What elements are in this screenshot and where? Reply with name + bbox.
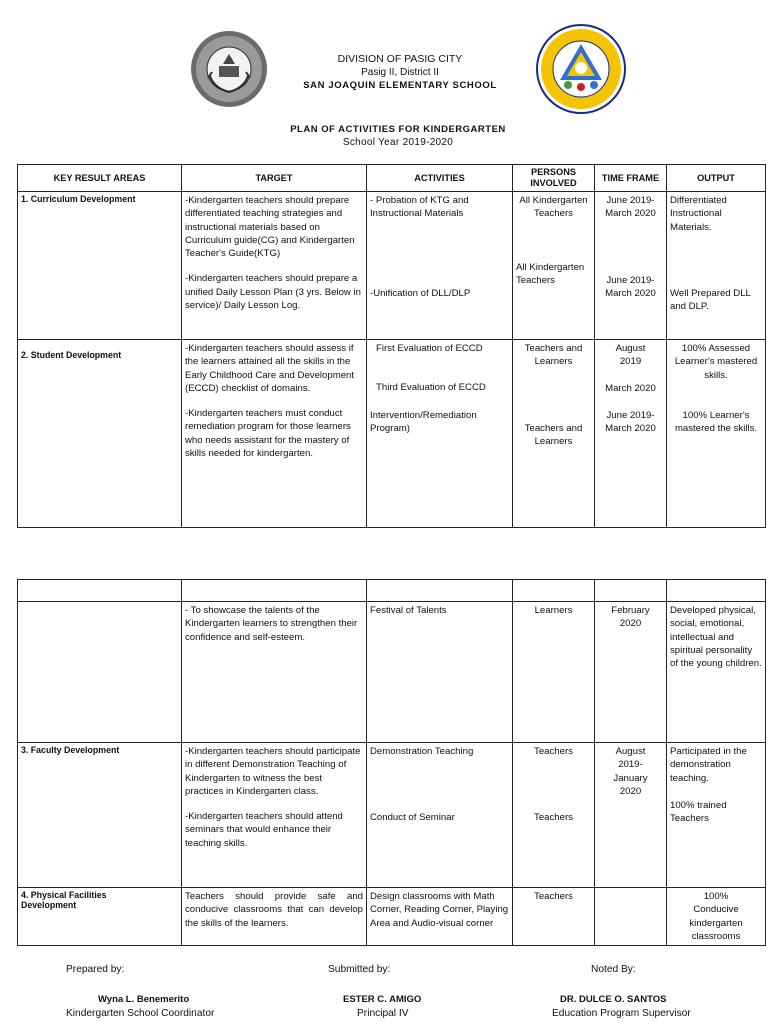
time-cell <box>595 602 667 743</box>
persons-cell <box>513 602 595 743</box>
target-text: -Kindergarten teachers should participate in different Demonstration Teaching of Kindergarten to witness the best practices in Kindergarten class. <box>185 746 361 797</box>
target-cell <box>182 340 367 528</box>
kra-cell <box>18 743 182 888</box>
output-cell <box>667 602 766 743</box>
output-text: 100% Conducive kindergarten classrooms <box>689 891 743 942</box>
kra-cell <box>18 888 182 946</box>
district-heading: Pasig II, District II <box>361 67 439 78</box>
activity-text: Design classrooms with Math Corner, Reading Corner, Playing Area and Audio-visual corner <box>370 891 509 929</box>
output-text: 100% trained Teachers <box>670 799 727 825</box>
table-row <box>18 888 766 946</box>
table-row <box>18 192 766 340</box>
activity-cell <box>367 340 513 528</box>
persons-cell <box>513 888 595 946</box>
table-row <box>18 743 766 888</box>
activity-cell <box>367 888 513 946</box>
activity-text: Intervention/Remediation Program) <box>370 409 477 434</box>
time-text: June 2019- March 2020 <box>605 409 656 435</box>
persons-text: All Kindergarten Teachers <box>519 195 588 220</box>
column-header: OUTPUT <box>667 165 766 192</box>
target-text: -Kindergarten teachers should assess if the learners attained all the skills in the Early Childhood Care and Development (ECCD) checklist of domains. <box>185 343 355 394</box>
persons-text: All Kindergarten Teachers <box>516 261 585 286</box>
target-text: -Kindergarten teachers should attend seminars that would enhance their teaching skills. <box>185 811 343 849</box>
output-text: 100% Learner's mastered the skills. <box>674 409 758 435</box>
kra-label: 4. Physical Facilities Development <box>21 890 107 910</box>
target-cell <box>182 888 367 946</box>
time-cell <box>595 888 667 946</box>
time-text: June 2019- March 2020 <box>605 195 656 220</box>
target-text: -Kindergarten teachers should prepare a unified Daily Lesson Plan (3 yrs. Below in service)/ Daily Lesson Log. <box>185 273 361 312</box>
table-row <box>18 340 766 528</box>
noted-by-title: Education Program Supervisor <box>552 1008 691 1019</box>
persons-text: Teachers <box>534 891 573 902</box>
time-text: March 2020 <box>605 382 656 394</box>
target-text: - To showcase the talents of the Kindergarten learners to strengthen their confidence and self-esteem. <box>185 605 358 643</box>
column-header: KEY RESULT AREAS <box>18 165 182 192</box>
activity-text: Festival of Talents <box>370 605 447 616</box>
prepared-by-label: Prepared by: <box>66 964 125 975</box>
target-text: -Kindergarten teachers should prepare differentiated teaching strategies and instructional materials based on Curriculum guide(CG) and Kindergarten Teacher's Guide(KTG) <box>185 195 355 260</box>
kra-label: 1. Curriculum Development <box>21 194 136 204</box>
output-text: Developed physical, social, emotional, intellectual and spiritual personality of the young children. <box>670 605 762 670</box>
activity-cell <box>367 602 513 743</box>
kra-label: 2. Student Development <box>21 350 122 360</box>
persons-text: Learners <box>534 605 573 616</box>
output-cell <box>667 340 766 528</box>
time-cell <box>595 340 667 528</box>
activity-cell <box>367 743 513 888</box>
activity-text: - Probation of KTG and Instructional Materials <box>370 195 469 220</box>
submitted-by-label: Submitted by: <box>328 964 391 975</box>
plan-table-1 <box>17 164 766 528</box>
kra-cell <box>18 340 182 528</box>
time-text: August 2019- January 2020 <box>613 746 648 797</box>
persons-cell <box>513 192 595 340</box>
plan-table-2 <box>17 579 766 946</box>
kra-cell <box>18 602 182 743</box>
column-header: TARGET <box>182 165 367 192</box>
activity-text: -Unification of DLL/DLP <box>370 287 471 299</box>
column-header: PERSONS INVOLVED <box>513 165 595 192</box>
output-text: Participated in the demonstration teaching. <box>670 746 747 784</box>
activity-text: First Evaluation of ECCD <box>376 343 483 354</box>
school-seal-logo <box>190 30 268 108</box>
noted-by-label: Noted By: <box>591 964 636 975</box>
persons-text: Teachers and Learners <box>524 422 583 447</box>
noted-by-name: DR. DULCE O. SANTOS <box>560 994 667 1005</box>
output-text: 100% Assessed Learner's mastered skills. <box>674 343 758 381</box>
output-text: Well Prepared DLL and DLP. <box>670 287 751 313</box>
target-text: Teachers should provide safe and conducive classrooms that can develop the skills of the learners. <box>185 891 363 929</box>
output-text: Differentiated Instructional Materials. <box>670 195 727 233</box>
prepared-by-name: Wyna L. Benemerito <box>98 994 190 1005</box>
target-text: -Kindergarten teachers must conduct remediation program for those learners who needs assistant for the mastery of skills needed for kindergarten. <box>185 408 351 460</box>
division-heading: DIVISION OF PASIG CITY <box>337 53 463 65</box>
division-seal-logo <box>536 24 626 114</box>
activity-text: Demonstration Teaching <box>370 746 474 757</box>
output-cell <box>667 743 766 888</box>
activity-text: Conduct of Seminar <box>370 812 455 824</box>
school-heading: SAN JOAQUIN ELEMENTARY SCHOOL <box>303 80 497 91</box>
table-header-row <box>18 165 766 192</box>
time-cell <box>595 192 667 340</box>
table-row <box>18 602 766 743</box>
time-cell <box>595 743 667 888</box>
persons-text: Teachers <box>534 746 573 757</box>
prepared-by-title: Kindergarten School Coordinator <box>66 1008 215 1019</box>
activity-text: Third Evaluation of ECCD <box>376 382 486 394</box>
target-cell <box>182 743 367 888</box>
activity-cell <box>367 192 513 340</box>
time-text: August 2019 <box>615 343 646 368</box>
column-header: ACTIVITIES <box>367 165 513 192</box>
table-blank-row <box>18 580 766 602</box>
column-header: TIME FRAME <box>595 165 667 192</box>
persons-text: Teachers and Learners <box>524 343 583 368</box>
school-year: School Year 2019-2020 <box>342 137 454 148</box>
output-cell <box>667 192 766 340</box>
target-cell <box>182 602 367 743</box>
output-cell <box>667 888 766 946</box>
time-text: June 2019- March 2020 <box>605 274 656 299</box>
kra-cell <box>18 192 182 340</box>
submitted-by-name: ESTER C. AMIGO <box>343 994 422 1005</box>
persons-cell <box>513 340 595 528</box>
persons-text: Teachers <box>534 812 573 824</box>
plan-title: PLAN OF ACTIVITIES FOR KINDERGARTEN <box>290 124 506 135</box>
kra-label: 3. Faculty Development <box>21 745 120 755</box>
target-cell <box>182 192 367 340</box>
submitted-by-title: Principal IV <box>357 1008 409 1019</box>
time-text: February 2020 <box>611 605 650 630</box>
persons-cell <box>513 743 595 888</box>
